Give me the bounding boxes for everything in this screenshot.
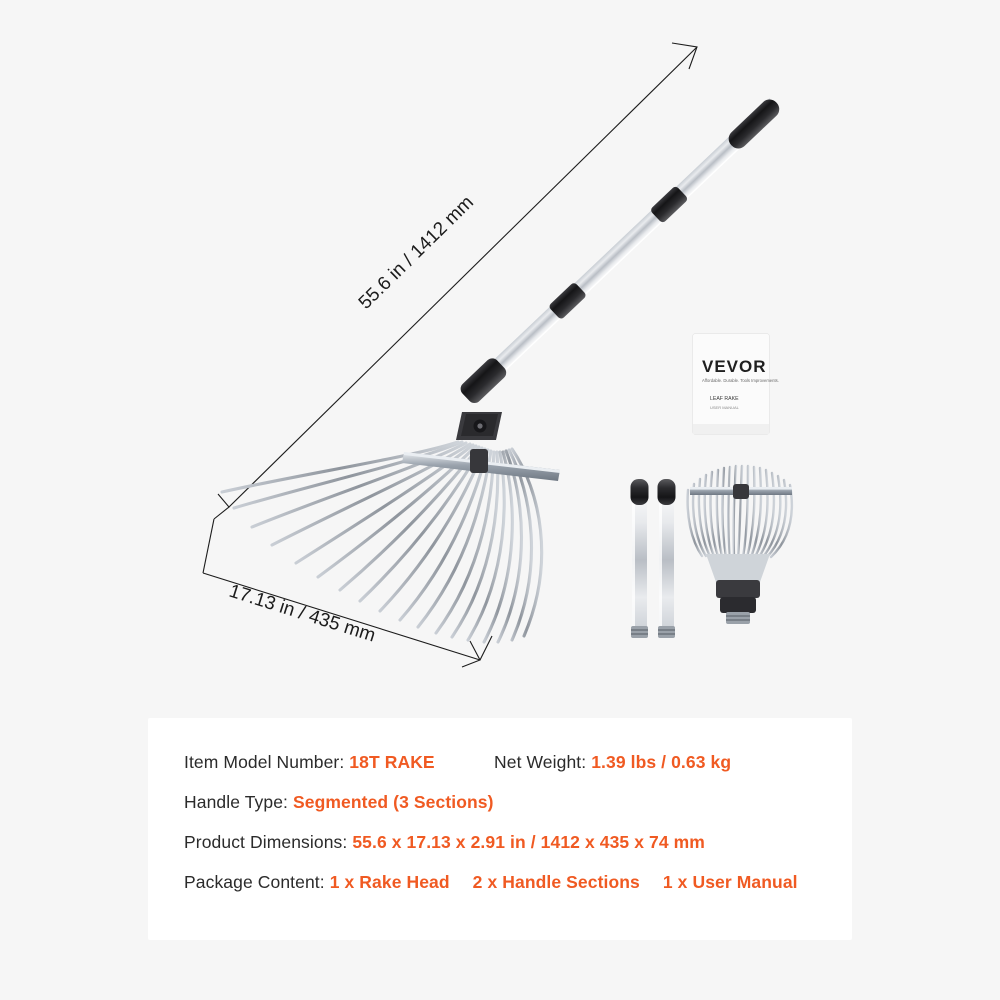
spec-value-package-b: 2 x Handle Sections: [472, 872, 640, 892]
length-dimension-label: [355, 192, 478, 314]
width-dimension-label: [226, 581, 377, 647]
spec-value-package-a: 1 x Rake Head: [329, 872, 450, 892]
spec-card: [148, 718, 852, 940]
width-dimension-text: 17.13 in / 435 mm: [226, 580, 378, 647]
manual-brand: VEVOR: [702, 357, 767, 376]
spec-row: [184, 792, 494, 813]
spec-value-weight: 1.39 lbs / 0.63 kg: [591, 752, 732, 772]
dimension-lines: [203, 43, 697, 667]
spec-row: [184, 832, 705, 853]
spec-label-handle-type: Handle Type:: [184, 792, 289, 812]
handle-grip: [725, 96, 783, 152]
manual-tagline: Affordable. Durable. Tools Improvements.: [702, 378, 779, 383]
length-dimension-text: 55.6 in / 1412 mm: [354, 191, 478, 314]
spec-value-package-c: 1 x User Manual: [662, 872, 798, 892]
spec-value-model: 18T RAKE: [349, 752, 435, 772]
spec-label-dimensions: Product Dimensions:: [184, 832, 348, 852]
handle-section-2: [658, 479, 676, 638]
rake-head-bracket: [456, 412, 502, 440]
rake-head-part: [688, 466, 792, 624]
disassembled-parts: [631, 466, 793, 638]
manual-title: LEAF RAKE: [710, 396, 739, 402]
spec-value-handle-type: Segmented (3 Sections): [292, 792, 494, 812]
spec-value-dimensions: 55.6 x 17.13 x 2.91 in / 1412 x 435 x 74 mm: [352, 832, 705, 852]
user-manual: [693, 334, 779, 434]
spec-label-weight: Net Weight:: [494, 752, 587, 772]
handle-section-1: [631, 479, 649, 638]
spec-row: [184, 872, 798, 893]
spec-row: [184, 752, 732, 773]
spec-label-package-content: Package Content:: [184, 872, 325, 892]
spec-label-model: Item Model Number:: [184, 752, 345, 772]
manual-subtitle: USER MANUAL: [710, 405, 739, 410]
